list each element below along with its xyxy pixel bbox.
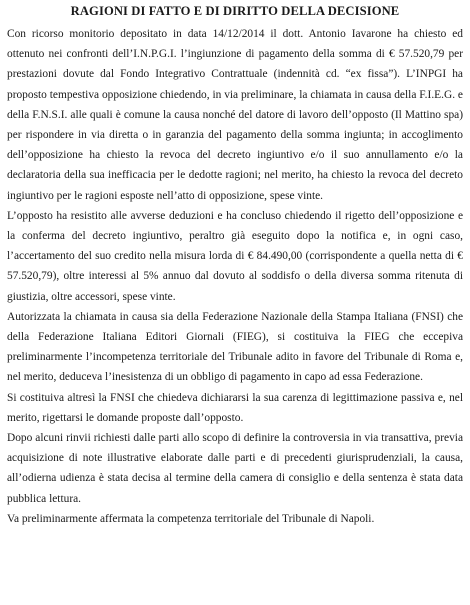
- paragraph-chiamata: Autorizzata la chiamata in causa sia della Federazione Nazionale della Stampa Italiana (FNSI) che della Federazione Italiana Editori Giornali (FIEG), si costituiva la FIEG che eccepiva preliminarmente l’incompetenza territoriale del Tribunale adito in favore del Tribunale di Roma e, nel merito, deduceva l’inesistenza di un obbligo di pagamento in capo ad essa Federazione.: [7, 310, 463, 384]
- paragraph-rinvii: Dopo alcuni rinvii richiesti dalle parti allo scopo di definire la controversia in via transattiva, previa acquisizione di note illustrative elaborate dalle parti e di precedenti giurisprudenziali, la causa, all’odierna udienza è stata decisa al termine della camera di consiglio e della sentenza è stata data pubblica lettura.: [7, 432, 463, 505]
- paragraph-competenza: Va preliminarmente affermata la competenza territoriale del Tribunale di Napoli.: [7, 512, 375, 525]
- document-title: RAGIONI DI FATTO E DI DIRITTO DELLA DECISIONE: [70, 4, 400, 18]
- paragraph-opposto: L’opposto ha resistito alle avverse deduzioni e ha concluso chiedendo il rigetto dell’opposizione e la conferma del decreto ingiuntivo, peraltro già eseguito dopo la notifica e, in ogni caso, l’accertamento del suo credito nella misura lorda di € 84.490,00 (corrispondente a quella netta di € 57.520,79), oltre interessi al 5% annuo dal dovuto al soddisfo o della diversa somma ritenuta di giustizia, oltre accessori, spese vinte.: [7, 209, 463, 303]
- paragraph-ricorso: Con ricorso monitorio depositato in data 14/12/2014 il dott. Antonio Iavarone ha chiesto ed ottenuto nei confronti dell’I.N.P.G.I. l’ingiunzione di pagamento della somma di € 57.520,79 per prestazioni dovute dal Fondo Integrativo Contrattuale (indennità cd. “ex fissa”). L’INPGI ha proposto tempestiva opposizione chiedendo, in via preliminare, la chiamata in causa della F.I.E.G. e della F.N.S.I. alle quali è comune la causa nonché del datore di lavoro dell’opposto (Il Mattino spa) per rispondere in via diretta o in garanzia del pagamento della somma ingiunta; in accoglimento dell’opposizione ha chiesto la revoca del decreto ingiuntivo e/o il suo annullamento e/o la declaratoria della sua inefficacia per le dedotte ragioni; nel merito, ha chiesto la revoca del decreto ingiuntivo per le ragioni esposte nell’atto di opposizione, spese vinte.: [7, 28, 463, 202]
- paragraph-fnsi: Si costituiva altresì la FNSI che chiedeva dichiararsi la sua carenza di legittimazione passiva e, nel merito, rigettarsi le domande proposte dall’opposto.: [7, 391, 463, 424]
